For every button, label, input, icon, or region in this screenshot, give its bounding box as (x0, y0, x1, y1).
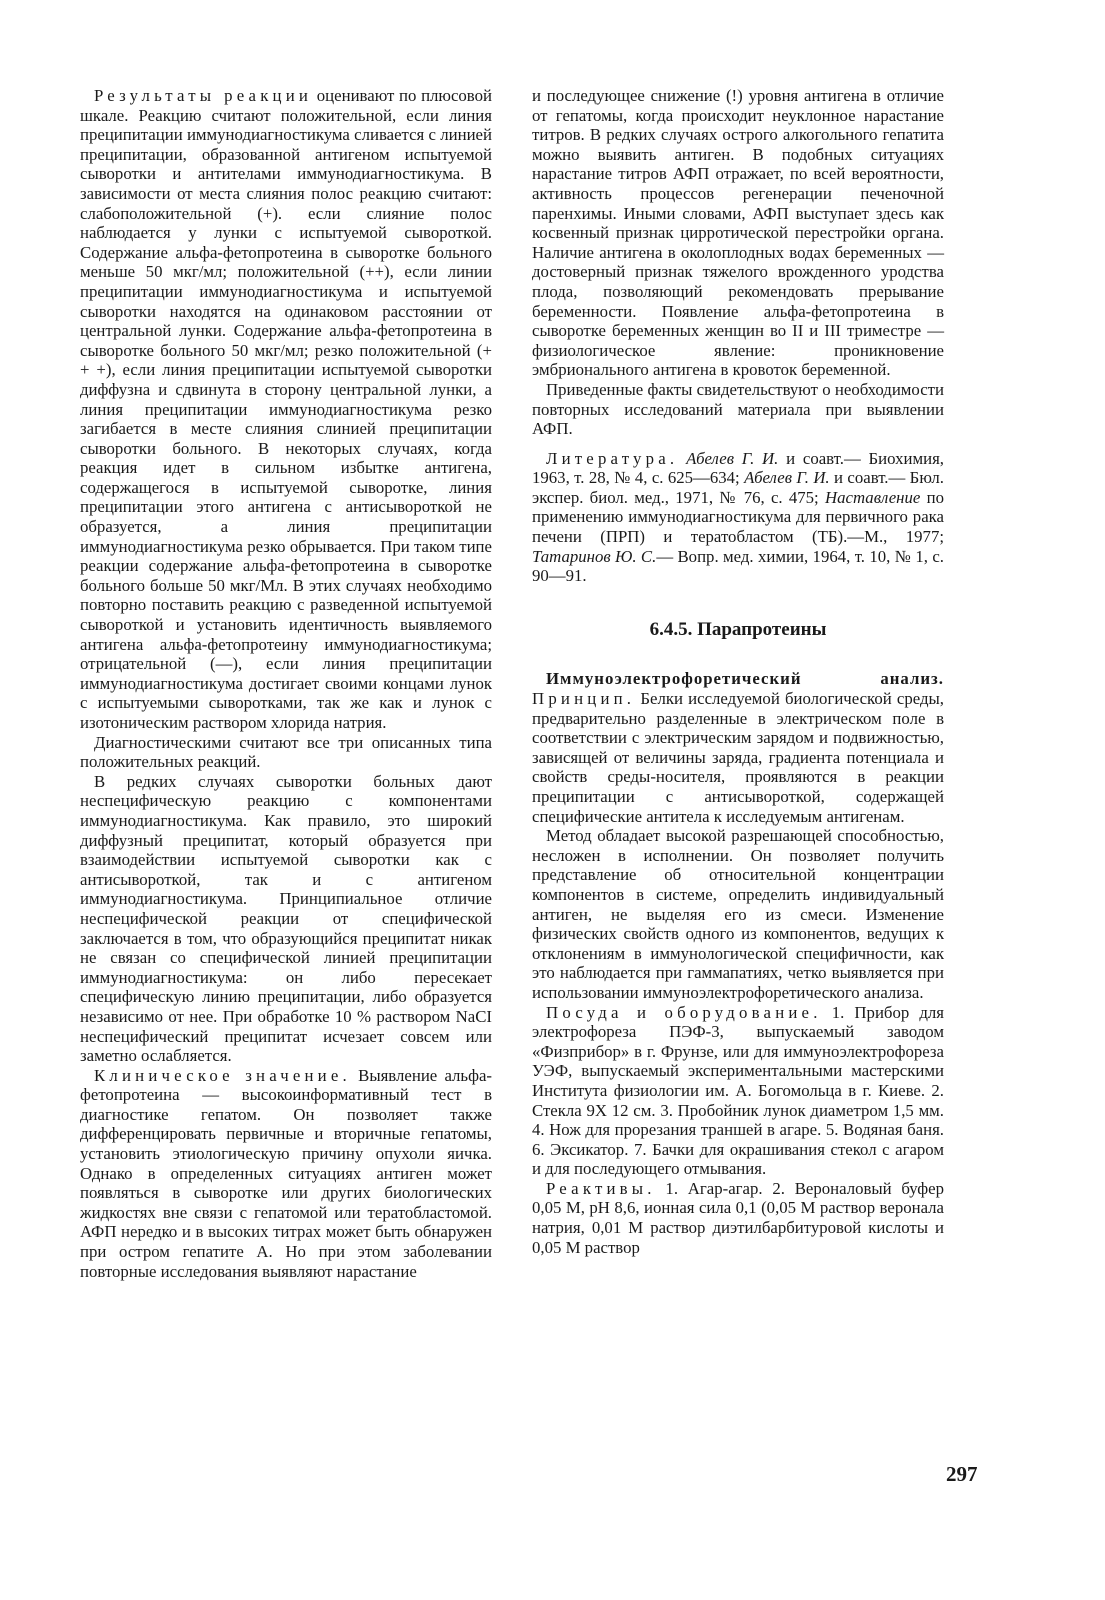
run-in-heading-iep: Иммуноэлектрофоретический анализ. (546, 669, 944, 689)
run-in-heading-reagents: Реактивы. (546, 1178, 656, 1198)
reference-text: — Вопр. мед. химии, 1964, т. 10, № 1, с. 90—91. (532, 546, 944, 586)
run-in-heading-clinical: Клиническое значение. (94, 1065, 351, 1085)
reference-author: Абелев Г. И. (686, 448, 779, 468)
paragraph-text: Белки исследуемой биологической среды, предварительно разделенные в электрическом поле в соответствии с электрическим зарядом и подвижностью, зависящей от величины заряда, градиента потенциала и свойств среды-носителя, проявляются в реакции преципитации с антисывороткой, содержащей специфические антитела к исследуемым антигенам. (532, 689, 944, 826)
right-column (532, 86, 944, 1257)
paragraph-conclusion: Приведенные факты свидетельствуют о необходимости повторных исследований материала при выявлении АФП. (532, 379, 944, 439)
paragraph-equipment (532, 1003, 944, 1179)
reference-text: и соавт.— Бюл. экспер. биол. мед., 1971, № 76, с. 475; (532, 468, 945, 507)
paragraph-nonspecific: В редких случаях сыворотки больных дают неспецифическую реакцию с компонентами иммунодиагностикума. Как правило, это широкий диффузный преципитат, который образуется при взаимодействии испытуемой сыворотки как с антисывороткой, так и с антигеном иммунодиагностикума. Принципиальное отличие неспецифической реакции от специфической заключается в том, что образующийся преципитат никак не связан со специфической линией преципитации иммунодиагностикума: он либо пересекает специфическую линию преципитации, либо образуется независимо от нее. При обработке 10 % раствором NaCI неспецифический преципитат исчезает совсем или заметно ослабляется. (80, 771, 492, 1066)
paragraph-diagnostic: Диагностическими считают все три описанных типа положительных реакций. (80, 732, 492, 772)
paragraph-reagents (532, 1179, 944, 1257)
run-in-heading-equipment: Посуда и оборудование. (546, 1002, 822, 1022)
paragraph-reaction-results (80, 86, 492, 733)
paragraph-method: Метод обладает высокой разрешающей способностью, несложен в исполнении. Он позволяет получить представление об относительной концентрации компонентов в системе, определить индивидуальный антиген, не выделяя его из смеси. Изменение физических свойств одного из компонентов, ведущих к отклонениям в иммунологической специфичности, как это наблюдается при гаммапатиях, четко выявляется при использовании иммуноэлектрофоретического анализа. (532, 826, 944, 1002)
run-in-heading-literature: Литература. (546, 448, 679, 468)
reference-author: Наставление (825, 487, 921, 507)
literature-references (532, 449, 944, 586)
run-in-heading-principle: Принцип. (532, 689, 636, 709)
paragraph-continuation: и последующее снижение (!) уровня антигена в отличие от гепатомы, когда происходит неуклонное нарастание титров. В редких случаях острого алкогольного гепатита можно выявить антиген. В подобных ситуациях нарастание титров АФП отражает, по всей вероятности, активность процессов регенерации печеночной паренхимы. Иными словами, АФП выступает здесь как косвенный признак цирротической перестройки органа. Наличие антигена в околоплодных водах беременных — достоверный признак тяжелого врожденного уродства плода, позволяющий рекомендовать прерывание беременности. Появление альфа-фетопротеина в сыворотке беременных женщин во II и III триместре — физиологическое явление: проникновение эмбрионального антигена в кровоток беременной. (532, 86, 944, 380)
reference-text: по применению иммунодиагностикума для первичного рака печени (ПРП) и тератобластом (ТБ).—М., 1977; (532, 487, 944, 547)
paragraph-iep-principle (532, 669, 944, 826)
paragraph-text: 1. Агар-агар. 2. Вероналовый буфер 0,05 М, рН 8,6, ионная сила 0,1 (0,05 М раствор веронала натрия, 0,01 М раствор диэтилбарбитуровой кислоты и 0,05 М раствор (532, 1178, 944, 1257)
paragraph-text: оценивают по плюсовой шкале. Реакцию считают положительной, если линия преципитации иммунодиагностикума сливается с линией преципитации, образованной антигеном испытуемой сыворотки и антителами иммунодиагностикума. В зависимости от места слияния полос реакцию считают: слабоположительной (+). если слияние полос наблюдается у лунки с испытуемой сывороткой. Содержание альфа-фетопротеина в сыворотке больного меньше 50 мкг/мл; положительной (++), если линии преципитации иммунодиагностикума и испытуемой сыворотки находятся на одинаковом расстоянии от центральной лунки. Содержание альфа-фетопротеина в сыворотке больного 50 мкг/мл; резко положительной (+ + +), если линия преципитации испытуемой сыворотки диффузна и сдвинута в сторону центральной лунки, а линия преципитации иммунодиагностикума резко загибается в месте слияния слинией преципитации сыворотки больного. В некоторых случаях, когда реакция идет в сильном избытке антигена, содержащегося в испытуемой сыворотке, линия преципитации этого антигена с антисывороткой не образуется, а линия преципитации иммунодиагностикума резко обрывается. При таком типе реакции содержание альфа-фетопротеина в сыворотке больного больше 50 мкг/Мл. В этих случаях необходимо повторно поставить реакцию с разведенной испытуемой сывороткой и установить идентичность выявляемого антигена альфа-фетопротеину иммунодиагностикума; отрицательной (—), если линия преципитации иммунодиагностикума достигает своими концами лунок с испытуемыми сыворотками, так же как и лунок с изотоническим раствором хлорида натрия. (80, 86, 492, 732)
reference-author: Абелев Г. И. (744, 468, 830, 488)
paragraph-text: Выявление альфа-фетопротеина — высокоинформативный тест в диагностике гепатом. Он позволяет также дифференцировать первичные и вторичные гепатомы, установить этиологическую причину опухоли яичка. Однако в определенных ситуациях антиген может появляться в сыворотке или других биологических жидкостях вне связи с гепатомой или тератобластомой. АФП нередко и в высоких титрах может быть обнаружен при остром гепатите А. Но при этом заболевании повторные исследования выявляют нарастание (80, 1065, 492, 1281)
left-column (80, 86, 492, 1281)
run-in-heading-results: Результаты реакции (94, 86, 313, 105)
paragraph-text: 1. Прибор для электрофореза ПЭФ-3, выпускаемый заводом «Физприбор» в г. Фрунзе, или для иммуноэлектрофореза УЭФ, выпускаемый экспериментальными мастерскими Института физиологии им. А. Богомольца в г. Киеве. 2. Стекла 9Х 12 см. 3. Пробойник лунок диаметром 1,5 мм. 4. Нож для прорезания траншей в агаре. 5. Водяная баня. 6. Эксикатор. 7. Бачки для окрашивания стекол с агаром и для последующего отмывания. (532, 1002, 944, 1179)
reference-text: и соавт.— Биохимия, 1963, т. 28, № 4, с. 625—634; (532, 448, 944, 488)
paragraph-clinical-significance (80, 1066, 492, 1282)
section-heading: 6.4.5. Парапротеины (649, 618, 827, 640)
reference-author: Татаринов Ю. С. (532, 546, 657, 566)
page-number: 297 (946, 1462, 978, 1486)
